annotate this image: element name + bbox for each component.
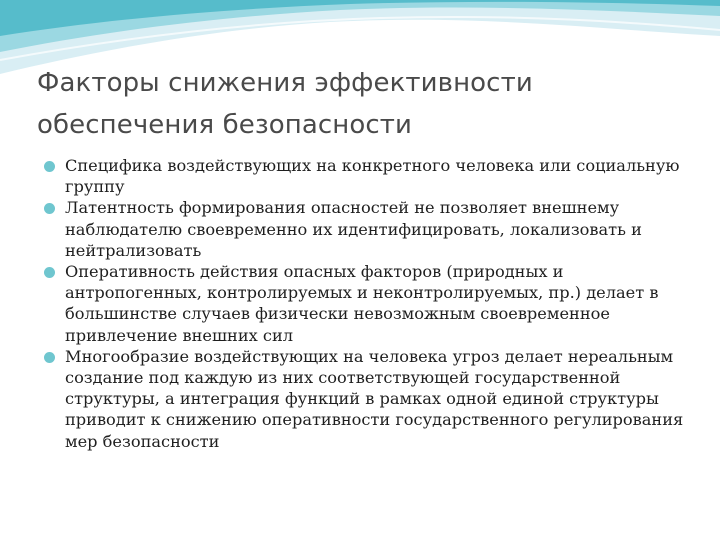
bullet-text: Многообразие воздействующих на человека угроз делает нереальным создание под каждую из них соответствующей государственной структуры, а интеграция функций в рамках одной единой структуры приводит к снижению оперативности государственного регулирования мер безопасности xyxy=(65,346,684,451)
bullet-text: Оперативность действия опасных факторов (природных и антропогенных, контролируемых и неконтролируемых, пр.) делает в большинстве случаев физически невозможным своевременное привлечение внешних сил xyxy=(65,262,659,345)
circle-bullet-icon xyxy=(44,352,55,363)
circle-bullet-icon xyxy=(44,161,55,172)
circle-bullet-icon xyxy=(44,267,55,278)
bullet-text: Специфика воздействующих на конкретного человека или социальную группу xyxy=(65,156,680,197)
bullet-text: Латентность формирования опасностей не позволяет внешнему наблюдателю своевременно их идентифицировать, локализовать и нейтрализовать xyxy=(65,198,642,260)
slide-title: Факторы снижения эффективности обеспечения безопасности xyxy=(37,68,533,140)
bullet-item xyxy=(44,261,684,346)
bullet-list xyxy=(44,155,684,452)
bullet-item xyxy=(44,197,684,261)
circle-bullet-icon xyxy=(44,203,55,214)
bullet-item xyxy=(44,346,684,452)
bullet-item xyxy=(44,155,684,197)
